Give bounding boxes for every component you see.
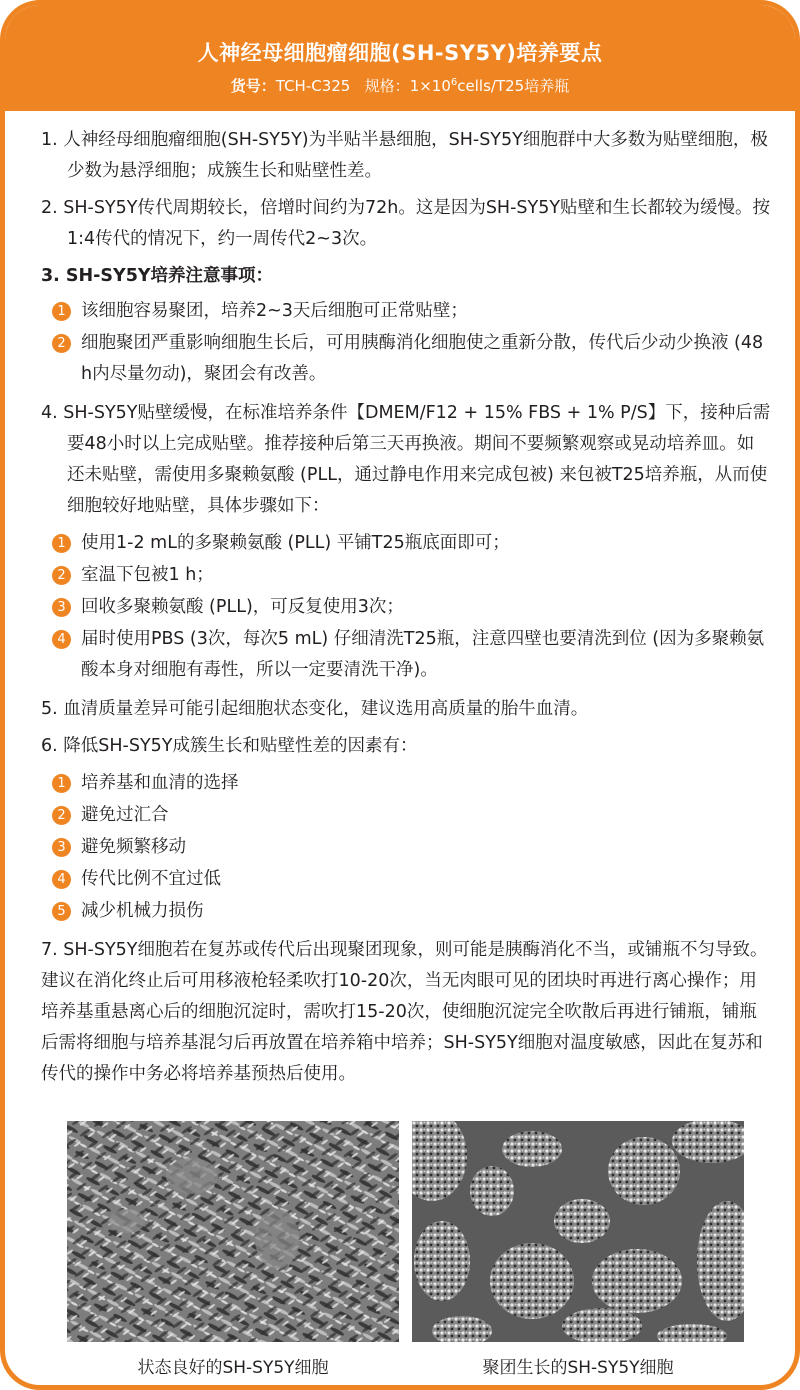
section-3-title: 3. SH-SY5Y培养注意事项： — [41, 266, 274, 286]
microscopy-image-clustered — [412, 1121, 744, 1342]
list-item: 3 回收多聚赖氨酸 (PLL)，可反复使用3次； — [41, 592, 771, 623]
number-badge-icon: 2 — [52, 806, 71, 825]
spec-label: 规格： — [364, 77, 410, 95]
section-5: 5. 血清质量差异可能引起细胞状态变化，建议选用高质量的胎牛血清。 — [41, 699, 589, 719]
catalog-value: TCH-C325 — [275, 77, 351, 95]
section-6: 6. 降低SH-SY5Y成簇生长和贴壁性差的因素有： — [41, 736, 418, 756]
cell-cluster-texture-icon — [412, 1121, 744, 1342]
list-item: 1 该细胞容易聚团，培养2~3天后细胞可正常贴壁； — [41, 296, 771, 327]
figure-caption-healthy: 状态良好的SH-SY5Y细胞 — [137, 1358, 329, 1378]
page-title: 人神经母细胞瘤细胞(SH-SY5Y)培养要点 — [197, 41, 603, 65]
list-item: 1 培养基和血清的选择 — [41, 768, 771, 799]
figure-row — [67, 1121, 743, 1342]
number-badge-icon: 3 — [52, 838, 71, 857]
list-item: 5 减少机械力损伤 — [41, 896, 771, 927]
section-6-list — [41, 768, 771, 927]
spec-value-prefix: 1×10 — [409, 77, 451, 95]
number-badge-icon: 4 — [52, 630, 71, 649]
header-banner — [5, 5, 795, 111]
number-badge-icon: 3 — [52, 598, 71, 617]
number-badge-icon: 1 — [52, 534, 71, 553]
number-badge-icon: 1 — [52, 774, 71, 793]
list-item: 4 届时使用PBS (3次，每次5 mL) 仔细清洗T25瓶，注意四壁也要清洗到位 (因为多聚赖氨酸本身对细胞有毒性，所以一定要清洗干净)。 — [41, 624, 771, 686]
spec-value-exp: 6 — [450, 77, 458, 88]
number-badge-icon: 4 — [52, 870, 71, 889]
number-badge-icon: 1 — [52, 302, 71, 321]
list-item: 2 细胞聚团严重影响细胞生长后，可用胰酶消化细胞使之重新分散，传代后少动少换液 (48 h内尽量勿动)，聚团会有改善。 — [41, 328, 771, 390]
number-badge-icon: 2 — [52, 566, 71, 585]
section-4-list — [41, 528, 771, 686]
section-2: 2. SH-SY5Y传代周期较长，倍增时间约为72h。这是因为SH-SY5Y贴壁和生长都较为缓慢。按1:4传代的情况下，约一周传代2~3次。 — [41, 198, 771, 249]
figure-caption-clustered: 聚团生长的SH-SY5Y细胞 — [482, 1358, 674, 1378]
content-body — [41, 125, 771, 1096]
list-item: 3 避免频繁移动 — [41, 832, 771, 863]
cell-texture-icon — [67, 1121, 399, 1342]
section-1: 1. 人神经母细胞瘤细胞(SH-SY5Y)为半贴半悬细胞，SH-SY5Y细胞群中大多数为贴壁细胞，极少数为悬浮细胞；成簇生长和贴壁性差。 — [41, 130, 768, 181]
list-item: 1 使用1-2 mL的多聚赖氨酸 (PLL) 平铺T25瓶底面即可； — [41, 528, 771, 559]
product-info — [5, 75, 795, 96]
number-badge-icon: 5 — [52, 902, 71, 921]
section-3-list — [41, 296, 771, 390]
section-7: 7. SH-SY5Y细胞若在复苏或传代后出现聚团现象，则可能是胰酶消化不当，或铺瓶不匀导致。建议在消化终止后可用移液枪轻柔吹打10-20次，当无肉眼可见的团块时再进行离心操作；用培养基重悬离心后的细胞沉淀时，需吹打15-20次，使细胞沉淀完全吹散后再进行铺瓶，铺瓶后需将细胞与培养基混匀后再放置在培养箱中培养；SH-SY5Y细胞对温度敏感，因此在复苏和传代的操作中务必将培养基预热后使用。 — [41, 940, 768, 1084]
list-item: 4 传代比例不宜过低 — [41, 864, 771, 895]
number-badge-icon: 2 — [52, 334, 71, 353]
list-item: 2 室温下包被1 h； — [41, 560, 771, 591]
catalog-label: 货号： — [230, 77, 276, 95]
list-item: 2 避免过汇合 — [41, 800, 771, 831]
microscopy-image-healthy — [67, 1121, 399, 1342]
section-4: 4. SH-SY5Y贴壁缓慢，在标准培养条件【DMEM/F12 + 15% FBS + 1% P/S】下，接种后需要48小时以上完成贴壁。推荐接种后第三天再换液。期间不要频繁观察或晃动培养皿。如还未贴壁，需使用多聚赖氨酸 (PLL，通过静电作用来完成包被) 来包被T25培养瓶，从而使细胞较好地贴壁，具体步骤如下： — [41, 403, 771, 516]
spec-value-suffix: cells/T25培养瓶 — [457, 77, 570, 95]
